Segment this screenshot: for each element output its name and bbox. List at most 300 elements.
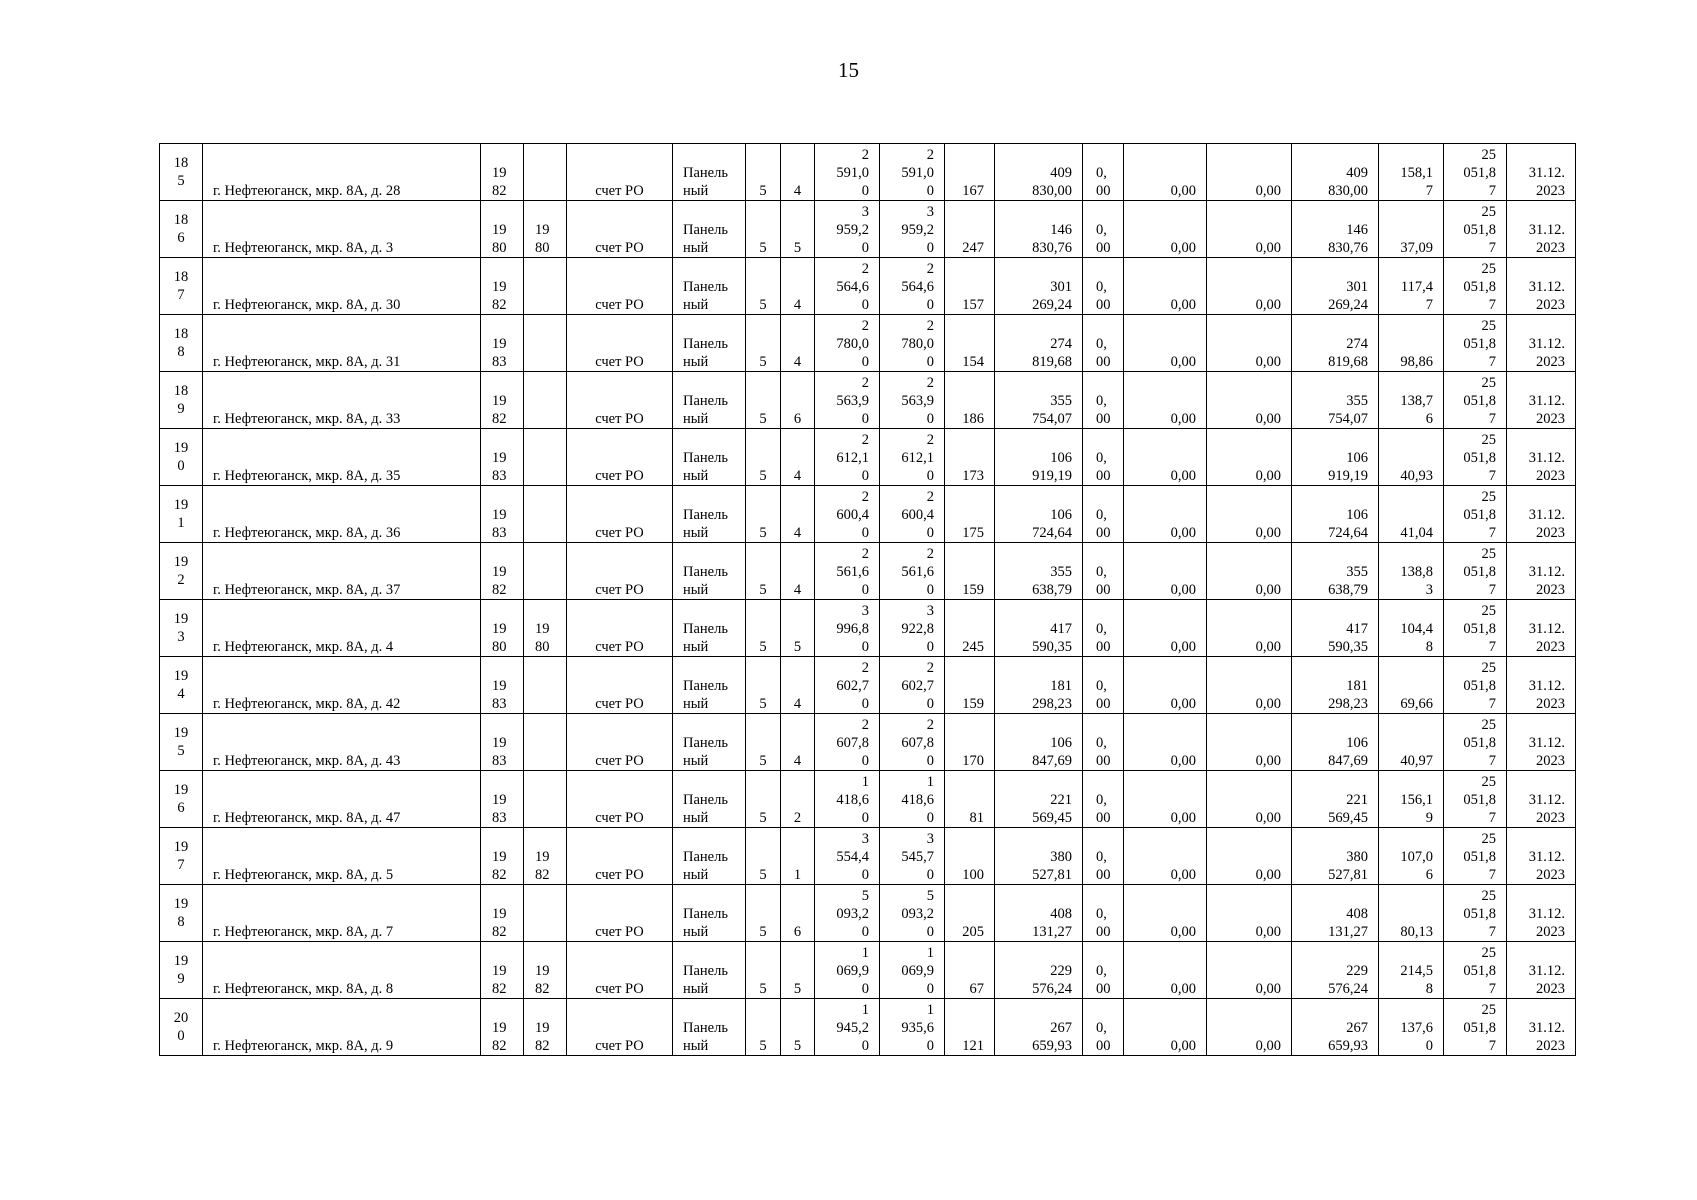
residents-cell: 205 bbox=[945, 885, 995, 942]
wall-material-line: Панель bbox=[683, 279, 728, 295]
cost-limit-line: 25 bbox=[1481, 1002, 1496, 1018]
year-overhaul-line bbox=[535, 923, 563, 941]
cost-total-line: 274 bbox=[1050, 336, 1072, 352]
row-number-line: 18 bbox=[173, 269, 189, 285]
row-number-cell bbox=[160, 144, 203, 201]
area-living-line: 612,1 bbox=[901, 450, 934, 466]
wall-material-line: Панель bbox=[683, 336, 728, 352]
area-living-cell bbox=[880, 201, 945, 258]
cost-per-m2-cell bbox=[1379, 486, 1444, 543]
year-built-line: 19 bbox=[492, 393, 507, 409]
cost-limit-line: 25 bbox=[1481, 261, 1496, 277]
fund-federal-cell bbox=[1083, 315, 1124, 372]
cost-limit-line: 051,8 bbox=[1463, 735, 1496, 751]
area-total-line: 0 bbox=[861, 867, 869, 883]
deadline-line: 31.12. bbox=[1528, 279, 1565, 295]
year-overhaul-line bbox=[535, 296, 563, 314]
cost-limit-line: 25 bbox=[1481, 660, 1496, 676]
wall-material-line: ный bbox=[683, 981, 709, 997]
cost-total-cell bbox=[995, 714, 1083, 771]
area-living-line: 1 bbox=[926, 1002, 934, 1018]
fund-owners-line: 274 bbox=[1346, 336, 1368, 352]
area-living-line: 959,2 bbox=[901, 222, 934, 238]
area-living-line: 3 bbox=[926, 603, 934, 619]
row-number-line: 4 bbox=[177, 686, 185, 702]
fund-federal-cell bbox=[1083, 372, 1124, 429]
fund-owners-cell bbox=[1292, 201, 1379, 258]
year-overhaul-line: 19 bbox=[535, 222, 550, 238]
floors-cell: 5 bbox=[746, 828, 781, 885]
area-total-cell bbox=[815, 714, 880, 771]
cost-total-line: 417 bbox=[1050, 621, 1072, 637]
area-living-line: 3 bbox=[926, 831, 934, 847]
cost-total-cell bbox=[995, 486, 1083, 543]
fund-regional-cell: 0,00 bbox=[1124, 372, 1207, 429]
fund-owners-line: 590,35 bbox=[1328, 639, 1368, 655]
floors-cell: 5 bbox=[746, 885, 781, 942]
cost-per-m2-line bbox=[1382, 734, 1433, 752]
year-overhaul-cell bbox=[524, 771, 567, 828]
year-built-line: 83 bbox=[492, 753, 507, 769]
fund-owners-line: 754,07 bbox=[1328, 411, 1368, 427]
cost-limit-line: 051,8 bbox=[1463, 906, 1496, 922]
row-number-line: 1 bbox=[177, 515, 185, 531]
floors-cell: 5 bbox=[746, 942, 781, 999]
row-number-line: 19 bbox=[173, 725, 189, 741]
entrances-cell: 4 bbox=[781, 657, 815, 714]
cost-total-cell bbox=[995, 942, 1083, 999]
area-total-line: 069,9 bbox=[836, 963, 869, 979]
year-overhaul-line: 19 bbox=[535, 621, 550, 637]
fund-method-cell: счет РО bbox=[567, 657, 673, 714]
area-living-cell bbox=[880, 429, 945, 486]
fund-method-cell: счет РО bbox=[567, 828, 673, 885]
cost-per-m2-cell bbox=[1379, 372, 1444, 429]
year-overhaul-cell bbox=[524, 942, 567, 999]
table-row bbox=[160, 258, 1576, 315]
area-living-line: 0 bbox=[926, 810, 934, 826]
year-overhaul-cell bbox=[524, 144, 567, 201]
fund-owners-line: 724,64 bbox=[1328, 525, 1368, 541]
area-living-line: 600,4 bbox=[901, 507, 934, 523]
area-living-cell bbox=[880, 714, 945, 771]
fund-federal-line: 0, bbox=[1096, 165, 1107, 181]
cost-total-line: 408 bbox=[1050, 906, 1072, 922]
cost-per-m2-line: 107,0 bbox=[1400, 849, 1433, 865]
year-overhaul-line bbox=[535, 335, 563, 353]
year-built-line: 19 bbox=[492, 792, 507, 808]
cost-limit-line: 7 bbox=[1488, 240, 1496, 256]
area-total-line: 0 bbox=[861, 981, 869, 997]
deadline-cell bbox=[1507, 999, 1576, 1056]
entrances-cell: 1 bbox=[781, 828, 815, 885]
cost-per-m2-line bbox=[1382, 449, 1433, 467]
residents-cell: 175 bbox=[945, 486, 995, 543]
year-built-cell bbox=[481, 486, 524, 543]
year-built-line: 83 bbox=[492, 810, 507, 826]
fund-method-cell: счет РО bbox=[567, 144, 673, 201]
year-overhaul-line: 19 bbox=[535, 1020, 550, 1036]
cost-limit-line: 051,8 bbox=[1463, 564, 1496, 580]
year-built-line: 82 bbox=[492, 183, 507, 199]
deadline-line: 31.12. bbox=[1528, 621, 1565, 637]
fund-owners-line: 355 bbox=[1346, 564, 1368, 580]
cost-limit-line: 7 bbox=[1488, 183, 1496, 199]
year-built-line: 80 bbox=[492, 639, 507, 655]
fund-owners-line: 380 bbox=[1346, 849, 1368, 865]
fund-regional-cell: 0,00 bbox=[1124, 771, 1207, 828]
deadline-cell bbox=[1507, 486, 1576, 543]
cost-total-line: 355 bbox=[1050, 564, 1072, 580]
cost-limit-line: 25 bbox=[1481, 204, 1496, 220]
area-total-line: 3 bbox=[861, 204, 869, 220]
fund-owners-line: 298,23 bbox=[1328, 696, 1368, 712]
year-built-line: 83 bbox=[492, 468, 507, 484]
year-overhaul-cell bbox=[524, 543, 567, 600]
fund-regional-cell: 0,00 bbox=[1124, 144, 1207, 201]
wall-material-cell bbox=[673, 600, 746, 657]
fund-federal-line: 00 bbox=[1096, 582, 1111, 598]
cost-limit-line: 051,8 bbox=[1463, 621, 1496, 637]
cost-limit-cell bbox=[1444, 144, 1507, 201]
cost-total-line: 131,27 bbox=[1032, 924, 1072, 940]
cost-total-line: 919,19 bbox=[1032, 468, 1072, 484]
fund-owners-line: 229 bbox=[1346, 963, 1368, 979]
fund-owners-line: 819,68 bbox=[1328, 354, 1368, 370]
year-built-line: 82 bbox=[492, 297, 507, 313]
table-row bbox=[160, 543, 1576, 600]
area-total-cell bbox=[815, 657, 880, 714]
deadline-cell bbox=[1507, 657, 1576, 714]
fund-federal-line: 00 bbox=[1096, 1038, 1111, 1054]
fund-owners-cell bbox=[1292, 885, 1379, 942]
area-living-line: 2 bbox=[926, 546, 934, 562]
fund-federal-line: 0, bbox=[1096, 849, 1107, 865]
address-cell: г. Нефтеюганск, мкр. 8А, д. 37 bbox=[203, 543, 481, 600]
table-row bbox=[160, 771, 1576, 828]
fund-owners-line: 269,24 bbox=[1328, 297, 1368, 313]
fund-regional-cell: 0,00 bbox=[1124, 201, 1207, 258]
fund-owners-line: 830,76 bbox=[1328, 240, 1368, 256]
fund-owners-line: 659,93 bbox=[1328, 1038, 1368, 1054]
floors-cell: 5 bbox=[746, 315, 781, 372]
address-cell: г. Нефтеюганск, мкр. 8А, д. 47 bbox=[203, 771, 481, 828]
year-built-cell bbox=[481, 999, 524, 1056]
year-built-line: 82 bbox=[492, 1038, 507, 1054]
fund-local-cell: 0,00 bbox=[1207, 999, 1292, 1056]
year-built-line: 19 bbox=[492, 279, 507, 295]
year-overhaul-line: 82 bbox=[535, 1038, 550, 1054]
cost-total-line: 269,24 bbox=[1032, 297, 1072, 313]
fund-owners-cell bbox=[1292, 942, 1379, 999]
fund-method-cell: счет РО bbox=[567, 999, 673, 1056]
year-built-line: 19 bbox=[492, 222, 507, 238]
wall-material-line: ный bbox=[683, 924, 709, 940]
fund-federal-line: 0, bbox=[1096, 963, 1107, 979]
fund-owners-cell bbox=[1292, 771, 1379, 828]
fund-owners-line: 106 bbox=[1346, 507, 1368, 523]
cost-limit-line: 7 bbox=[1488, 411, 1496, 427]
cost-limit-cell bbox=[1444, 885, 1507, 942]
fund-owners-cell bbox=[1292, 714, 1379, 771]
table-row bbox=[160, 144, 1576, 201]
area-total-cell bbox=[815, 771, 880, 828]
year-overhaul-cell bbox=[524, 999, 567, 1056]
cost-limit-line: 25 bbox=[1481, 318, 1496, 334]
row-number-line: 20 bbox=[173, 1010, 189, 1026]
wall-material-line: ный bbox=[683, 867, 709, 883]
table-row bbox=[160, 657, 1576, 714]
area-total-line: 0 bbox=[861, 183, 869, 199]
year-built-line: 82 bbox=[492, 867, 507, 883]
year-built-cell bbox=[481, 315, 524, 372]
wall-material-cell bbox=[673, 999, 746, 1056]
year-built-line: 19 bbox=[492, 336, 507, 352]
year-built-cell bbox=[481, 144, 524, 201]
area-total-line: 0 bbox=[861, 468, 869, 484]
deadline-cell bbox=[1507, 714, 1576, 771]
fund-federal-cell bbox=[1083, 144, 1124, 201]
cost-per-m2-line: 98,86 bbox=[1400, 354, 1433, 370]
cost-per-m2-cell bbox=[1379, 543, 1444, 600]
fund-federal-line: 00 bbox=[1096, 924, 1111, 940]
deadline-cell bbox=[1507, 372, 1576, 429]
area-living-line: 564,6 bbox=[901, 279, 934, 295]
year-built-cell bbox=[481, 771, 524, 828]
area-total-cell bbox=[815, 372, 880, 429]
entrances-cell: 5 bbox=[781, 201, 815, 258]
cost-total-line: 355 bbox=[1050, 393, 1072, 409]
area-living-line: 0 bbox=[926, 981, 934, 997]
deadline-line: 2023 bbox=[1536, 810, 1565, 826]
row-number-line: 6 bbox=[177, 800, 185, 816]
area-living-cell bbox=[880, 315, 945, 372]
cost-limit-line: 7 bbox=[1488, 867, 1496, 883]
fund-federal-line: 0, bbox=[1096, 792, 1107, 808]
year-built-cell bbox=[481, 429, 524, 486]
wall-material-line: Панель bbox=[683, 678, 728, 694]
row-number-line: 8 bbox=[177, 914, 185, 930]
area-total-cell bbox=[815, 999, 880, 1056]
year-overhaul-line bbox=[535, 734, 563, 752]
area-total-line: 1 bbox=[861, 945, 869, 961]
cost-per-m2-cell bbox=[1379, 771, 1444, 828]
fund-owners-line: 576,24 bbox=[1328, 981, 1368, 997]
fund-owners-cell bbox=[1292, 543, 1379, 600]
wall-material-line: Панель bbox=[683, 507, 728, 523]
cost-total-line: 267 bbox=[1050, 1020, 1072, 1036]
floors-cell: 5 bbox=[746, 486, 781, 543]
fund-owners-cell bbox=[1292, 657, 1379, 714]
fund-federal-line: 0, bbox=[1096, 450, 1107, 466]
year-built-line: 19 bbox=[492, 735, 507, 751]
area-total-cell bbox=[815, 429, 880, 486]
area-total-line: 780,0 bbox=[836, 336, 869, 352]
area-living-line: 0 bbox=[926, 867, 934, 883]
row-number-line: 7 bbox=[177, 857, 185, 873]
area-total-line: 561,6 bbox=[836, 564, 869, 580]
year-overhaul-line bbox=[535, 695, 563, 713]
row-number-line: 19 bbox=[173, 668, 189, 684]
fund-owners-line: 221 bbox=[1346, 792, 1368, 808]
year-built-line: 19 bbox=[492, 906, 507, 922]
fund-local-cell: 0,00 bbox=[1207, 315, 1292, 372]
year-overhaul-line bbox=[535, 278, 563, 296]
year-overhaul-line: 82 bbox=[535, 981, 550, 997]
cost-total-line: 409 bbox=[1050, 165, 1072, 181]
fund-method-cell: счет РО bbox=[567, 600, 673, 657]
fund-regional-cell: 0,00 bbox=[1124, 315, 1207, 372]
cost-limit-cell bbox=[1444, 657, 1507, 714]
cost-per-m2-line: 138,7 bbox=[1400, 393, 1433, 409]
area-total-cell bbox=[815, 543, 880, 600]
address-cell: г. Нефтеюганск, мкр. 8А, д. 43 bbox=[203, 714, 481, 771]
area-total-line: 1 bbox=[861, 774, 869, 790]
fund-local-cell: 0,00 bbox=[1207, 600, 1292, 657]
fund-federal-cell bbox=[1083, 201, 1124, 258]
year-built-line: 82 bbox=[492, 582, 507, 598]
area-total-line: 0 bbox=[861, 1038, 869, 1054]
area-total-line: 2 bbox=[861, 432, 869, 448]
cost-per-m2-cell bbox=[1379, 600, 1444, 657]
cost-limit-line: 051,8 bbox=[1463, 963, 1496, 979]
fund-owners-cell bbox=[1292, 486, 1379, 543]
fund-federal-cell bbox=[1083, 942, 1124, 999]
cost-total-line: 106 bbox=[1050, 450, 1072, 466]
fund-federal-line: 00 bbox=[1096, 240, 1111, 256]
area-living-cell bbox=[880, 999, 945, 1056]
floors-cell: 5 bbox=[746, 600, 781, 657]
cost-limit-cell bbox=[1444, 201, 1507, 258]
fund-federal-line: 00 bbox=[1096, 468, 1111, 484]
fund-federal-line: 00 bbox=[1096, 810, 1111, 826]
year-overhaul-line bbox=[535, 791, 563, 809]
area-total-cell bbox=[815, 885, 880, 942]
fund-method-cell: счет РО bbox=[567, 486, 673, 543]
year-overhaul-cell bbox=[524, 258, 567, 315]
wall-material-line: Панель bbox=[683, 792, 728, 808]
deadline-line: 31.12. bbox=[1528, 906, 1565, 922]
deadline-cell bbox=[1507, 942, 1576, 999]
area-total-line: 093,2 bbox=[836, 906, 869, 922]
cost-per-m2-line: 3 bbox=[1425, 582, 1433, 598]
row-number-line: 3 bbox=[177, 629, 185, 645]
area-living-line: 561,6 bbox=[901, 564, 934, 580]
fund-federal-line: 0, bbox=[1096, 735, 1107, 751]
cost-total-line: 754,07 bbox=[1032, 411, 1072, 427]
wall-material-cell bbox=[673, 144, 746, 201]
residents-cell: 245 bbox=[945, 600, 995, 657]
deadline-line: 31.12. bbox=[1528, 735, 1565, 751]
area-living-line: 2 bbox=[926, 432, 934, 448]
area-total-line: 2 bbox=[861, 546, 869, 562]
deadline-line: 2023 bbox=[1536, 297, 1565, 313]
year-overhaul-cell bbox=[524, 885, 567, 942]
fund-owners-line: 408 bbox=[1346, 906, 1368, 922]
area-total-line: 418,6 bbox=[836, 792, 869, 808]
address-cell: г. Нефтеюганск, мкр. 8А, д. 42 bbox=[203, 657, 481, 714]
row-number-line: 0 bbox=[177, 458, 185, 474]
cost-total-cell bbox=[995, 657, 1083, 714]
area-living-cell bbox=[880, 657, 945, 714]
area-total-line: 0 bbox=[861, 696, 869, 712]
area-living-line: 2 bbox=[926, 375, 934, 391]
entrances-cell: 4 bbox=[781, 486, 815, 543]
row-number-line: 19 bbox=[173, 611, 189, 627]
building-registry-table bbox=[159, 143, 1576, 1056]
fund-method-cell: счет РО bbox=[567, 942, 673, 999]
area-total-line: 0 bbox=[861, 810, 869, 826]
wall-material-line: Панель bbox=[683, 621, 728, 637]
deadline-cell bbox=[1507, 771, 1576, 828]
row-number-line: 19 bbox=[173, 896, 189, 912]
cost-limit-line: 051,8 bbox=[1463, 222, 1496, 238]
row-number-line: 18 bbox=[173, 212, 189, 228]
year-overhaul-line bbox=[535, 581, 563, 599]
fund-owners-line: 830,00 bbox=[1328, 183, 1368, 199]
cost-total-line: 527,81 bbox=[1032, 867, 1072, 883]
fund-method-cell: счет РО bbox=[567, 714, 673, 771]
fund-method-cell: счет РО bbox=[567, 543, 673, 600]
cost-per-m2-line: 0 bbox=[1425, 1038, 1433, 1054]
deadline-line: 2023 bbox=[1536, 1038, 1565, 1054]
area-living-line: 607,8 bbox=[901, 735, 934, 751]
cost-per-m2-cell bbox=[1379, 144, 1444, 201]
year-built-line: 82 bbox=[492, 411, 507, 427]
wall-material-cell bbox=[673, 201, 746, 258]
fund-owners-cell bbox=[1292, 828, 1379, 885]
address-cell: г. Нефтеюганск, мкр. 8А, д. 5 bbox=[203, 828, 481, 885]
fund-owners-cell bbox=[1292, 999, 1379, 1056]
floors-cell: 5 bbox=[746, 429, 781, 486]
fund-local-cell: 0,00 bbox=[1207, 942, 1292, 999]
residents-cell: 186 bbox=[945, 372, 995, 429]
fund-federal-line: 00 bbox=[1096, 639, 1111, 655]
fund-method-cell: счет РО bbox=[567, 372, 673, 429]
row-number-line: 18 bbox=[173, 155, 189, 171]
cost-limit-line: 051,8 bbox=[1463, 792, 1496, 808]
table-row bbox=[160, 600, 1576, 657]
fund-local-cell: 0,00 bbox=[1207, 258, 1292, 315]
area-living-cell bbox=[880, 258, 945, 315]
area-living-line: 0 bbox=[926, 696, 934, 712]
entrances-cell: 4 bbox=[781, 315, 815, 372]
area-total-cell bbox=[815, 258, 880, 315]
cost-total-cell bbox=[995, 771, 1083, 828]
cost-limit-cell bbox=[1444, 999, 1507, 1056]
year-overhaul-cell bbox=[524, 372, 567, 429]
cost-total-line: 638,79 bbox=[1032, 582, 1072, 598]
entrances-cell: 4 bbox=[781, 144, 815, 201]
cost-total-cell bbox=[995, 315, 1083, 372]
wall-material-line: Панель bbox=[683, 735, 728, 751]
area-living-cell bbox=[880, 543, 945, 600]
row-number-line: 19 bbox=[173, 953, 189, 969]
fund-owners-line: 106 bbox=[1346, 735, 1368, 751]
area-living-line: 0 bbox=[926, 639, 934, 655]
fund-owners-line: 301 bbox=[1346, 279, 1368, 295]
area-total-cell bbox=[815, 600, 880, 657]
floors-cell: 5 bbox=[746, 714, 781, 771]
cost-total-line: 590,35 bbox=[1032, 639, 1072, 655]
area-living-cell bbox=[880, 372, 945, 429]
entrances-cell: 4 bbox=[781, 714, 815, 771]
wall-material-line: Панель bbox=[683, 906, 728, 922]
address-cell: г. Нефтеюганск, мкр. 8А, д. 8 bbox=[203, 942, 481, 999]
deadline-line: 31.12. bbox=[1528, 165, 1565, 181]
fund-local-cell: 0,00 bbox=[1207, 144, 1292, 201]
fund-federal-line: 00 bbox=[1096, 981, 1111, 997]
